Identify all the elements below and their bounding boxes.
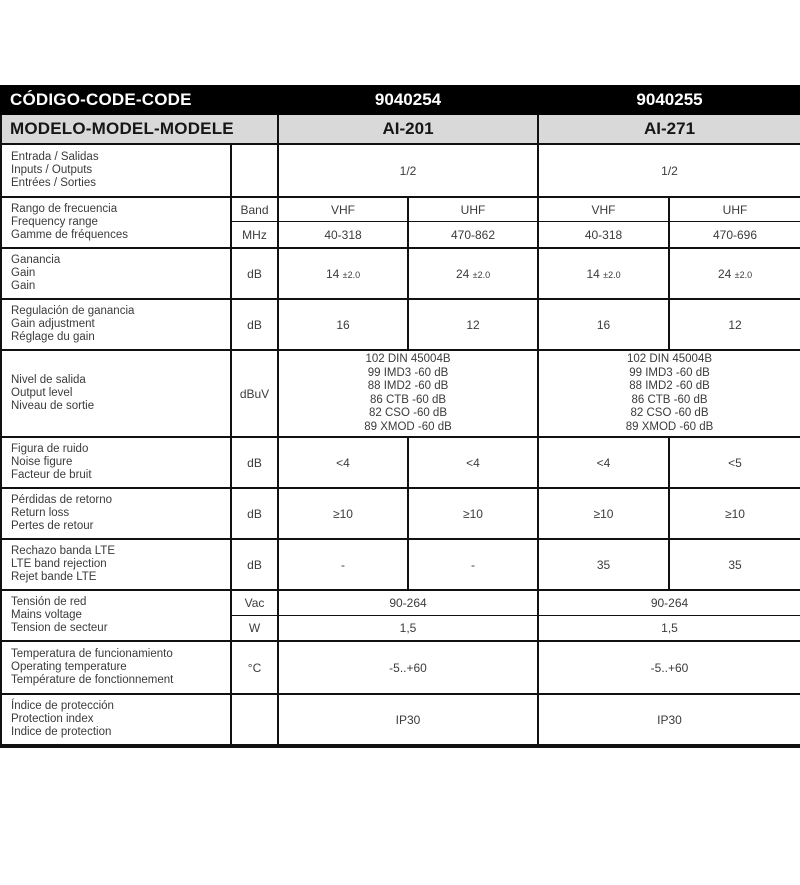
watts-unit-cell: W xyxy=(231,616,278,642)
range-ai271-vhf: 40-318 xyxy=(538,222,669,248)
model-value-ai201: AI-201 xyxy=(278,114,538,144)
gain-tolerance: ±2.0 xyxy=(342,269,361,280)
output-line: 88 IMD2 -60 dB xyxy=(367,380,449,392)
label-line-fr: Gain xyxy=(11,280,36,292)
gain-ai271-uhf xyxy=(669,248,800,299)
gain-ai201-vhf xyxy=(278,248,408,299)
label-line-es: Rango de frecuencia xyxy=(11,203,118,215)
output-line: 89 XMOD -60 dB xyxy=(364,420,452,433)
label-line-fr: Pertes de retour xyxy=(11,520,94,532)
return-loss-ai271-vhf: ≥10 xyxy=(538,488,669,539)
code-row xyxy=(1,86,800,114)
noise-ai271-vhf: <4 xyxy=(538,437,669,488)
vac-value-ai201: 90-264 xyxy=(278,590,538,616)
io-unit-cell xyxy=(231,144,278,197)
output-line: 82 CSO -60 dB xyxy=(369,407,447,419)
return-loss-ai201-vhf: ≥10 xyxy=(278,488,408,539)
row-gain-adjustment xyxy=(1,299,800,350)
label-line-fr: Tension de secteur xyxy=(11,622,108,634)
row-return-loss xyxy=(1,488,800,539)
vac-value-ai271: 90-264 xyxy=(538,590,800,616)
temperature-unit-cell: °C xyxy=(231,641,278,694)
model-value-ai271: AI-271 xyxy=(538,114,800,144)
label-line-en: LTE band rejection xyxy=(11,558,107,570)
lte-rejection-unit-cell: dB xyxy=(231,539,278,590)
range-ai201-vhf: 40-318 xyxy=(278,222,408,248)
label-line-es: Ganancia xyxy=(11,254,61,266)
row-frequency-band xyxy=(1,197,800,222)
label-line-en: Return loss xyxy=(11,507,70,519)
return-loss-unit-cell: dB xyxy=(231,488,278,539)
gain-main: 14 xyxy=(586,266,604,281)
band-unit-cell: Band xyxy=(231,197,278,222)
gain-adjustment-unit-cell: dB xyxy=(231,299,278,350)
label-line-es: Figura de ruido xyxy=(11,443,89,455)
gain-adjustment-ai271-uhf: 12 xyxy=(669,299,800,350)
gain-main: 14 xyxy=(325,266,343,281)
row-inputs-outputs xyxy=(1,144,800,197)
return-loss-label xyxy=(1,488,231,539)
label-line-fr: Niveau de sortie xyxy=(11,400,95,412)
watts-value-ai271: 1,5 xyxy=(538,616,800,642)
noise-ai271-uhf: <5 xyxy=(669,437,800,488)
label-line-fr: Température de fonctionnement xyxy=(11,674,174,686)
protection-index-value-ai271: IP30 xyxy=(538,694,800,746)
row-operating-temperature xyxy=(1,641,800,694)
mains-voltage-label xyxy=(1,590,231,641)
lte-ai201-uhf: - xyxy=(408,539,538,590)
row-noise-figure xyxy=(1,437,800,488)
label-line-es: Pérdidas de retorno xyxy=(11,494,113,506)
label-line-es: Tensión de red xyxy=(11,596,87,608)
noise-ai201-vhf: <4 xyxy=(278,437,408,488)
gain-adjustment-ai201-uhf: 12 xyxy=(408,299,538,350)
output-line: 88 IMD2 -60 dB xyxy=(629,380,710,392)
code-value-9040254: 9040254 xyxy=(278,86,538,114)
noise-figure-label xyxy=(1,437,231,488)
label-line-es: Entrada / Salidas xyxy=(11,151,99,163)
label-line-en: Frequency range xyxy=(11,216,98,228)
gain-unit-cell: dB xyxy=(231,248,278,299)
label-line-es: Nivel de salida xyxy=(11,374,86,386)
lte-rejection-label xyxy=(1,539,231,590)
label-line-es: Temperatura de funcionamiento xyxy=(11,648,173,660)
spec-table xyxy=(0,85,800,748)
gain-ai271-vhf xyxy=(538,248,669,299)
noise-ai201-uhf: <4 xyxy=(408,437,538,488)
band-ai271-uhf: UHF xyxy=(669,197,800,222)
output-line: 102 DIN 45004B xyxy=(626,353,713,365)
range-ai271-uhf: 470-696 xyxy=(669,222,800,248)
label-line-en: Mains voltage xyxy=(11,609,82,621)
gain-adjustment-ai201-vhf: 16 xyxy=(278,299,408,350)
gain-adjustment-ai271-vhf: 16 xyxy=(538,299,669,350)
io-value-ai201: 1/2 xyxy=(278,144,538,197)
watts-value-ai201: 1,5 xyxy=(278,616,538,642)
row-protection-index xyxy=(1,694,800,746)
temperature-value-ai201: -5..+60 xyxy=(278,641,538,694)
gain-main: 24 xyxy=(455,266,473,281)
row-output-level xyxy=(1,350,800,437)
row-gain xyxy=(1,248,800,299)
operating-temperature-label xyxy=(1,641,231,694)
code-row-label: CÓDIGO-CODE-CODE xyxy=(1,86,278,114)
lte-ai271-vhf: 35 xyxy=(538,539,669,590)
io-label xyxy=(1,144,231,197)
protection-index-value-ai201: IP30 xyxy=(278,694,538,746)
io-value-ai271: 1/2 xyxy=(538,144,800,197)
output-line: 86 CTB -60 dB xyxy=(369,393,447,406)
label-line-en: Operating temperature xyxy=(11,661,127,673)
output-line: 102 DIN 45004B xyxy=(365,353,451,365)
output-line: 89 XMOD -60 dB xyxy=(625,420,714,433)
gain-main: 24 xyxy=(717,266,735,281)
code-value-9040255: 9040255 xyxy=(538,86,800,114)
label-line-fr: Entrées / Sorties xyxy=(11,177,97,189)
band-ai201-vhf: VHF xyxy=(278,197,408,222)
temperature-value-ai271: -5..+60 xyxy=(538,641,800,694)
noise-figure-unit-cell: dB xyxy=(231,437,278,488)
band-ai271-vhf: VHF xyxy=(538,197,669,222)
label-line-fr: Réglage du gain xyxy=(11,331,95,343)
gain-adjustment-label xyxy=(1,299,231,350)
gain-label xyxy=(1,248,231,299)
output-line: 86 CTB -60 dB xyxy=(631,393,708,406)
frequency-label xyxy=(1,197,231,248)
label-line-es: Índice de protección xyxy=(11,700,114,712)
mhz-unit-cell: MHz xyxy=(231,222,278,248)
output-level-label xyxy=(1,350,231,437)
lte-ai201-vhf: - xyxy=(278,539,408,590)
row-mains-vac xyxy=(1,590,800,616)
output-line: 82 CSO -60 dB xyxy=(630,407,709,419)
label-line-en: Noise figure xyxy=(11,456,73,468)
model-row-label: MODELO-MODEL-MODELE xyxy=(1,114,278,144)
label-line-en: Gain adjustment xyxy=(11,318,95,330)
gain-tolerance: ±2.0 xyxy=(734,269,753,280)
output-line: 99 IMD3 -60 dB xyxy=(629,366,710,379)
output-level-ai271 xyxy=(538,350,800,437)
range-ai201-uhf: 470-862 xyxy=(408,222,538,248)
output-line: 99 IMD3 -60 dB xyxy=(367,366,449,379)
gain-tolerance: ±2.0 xyxy=(603,269,621,280)
return-loss-ai201-uhf: ≥10 xyxy=(408,488,538,539)
label-line-en: Output level xyxy=(11,387,73,399)
row-lte-rejection xyxy=(1,539,800,590)
gain-ai201-uhf xyxy=(408,248,538,299)
band-ai201-uhf: UHF xyxy=(408,197,538,222)
protection-index-unit-cell xyxy=(231,694,278,746)
label-line-fr: Gamme de fréquences xyxy=(11,229,128,241)
vac-unit-cell: Vac xyxy=(231,590,278,616)
label-line-es: Regulación de ganancia xyxy=(11,305,135,317)
label-line-en: Protection index xyxy=(11,713,94,725)
lte-ai271-uhf: 35 xyxy=(669,539,800,590)
label-line-fr: Rejet bande LTE xyxy=(11,571,97,583)
label-line-es: Rechazo banda LTE xyxy=(11,545,115,557)
protection-index-label xyxy=(1,694,231,746)
gain-tolerance: ±2.0 xyxy=(472,269,491,280)
output-level-unit-cell: dBuV xyxy=(231,350,278,437)
label-line-en: Gain xyxy=(11,267,36,279)
label-line-en: Inputs / Outputs xyxy=(11,164,93,176)
label-line-fr: Facteur de bruit xyxy=(11,469,92,481)
output-level-ai201 xyxy=(278,350,538,437)
label-line-fr: Indice de protection xyxy=(11,726,112,738)
return-loss-ai271-uhf: ≥10 xyxy=(669,488,800,539)
model-row xyxy=(1,114,800,144)
